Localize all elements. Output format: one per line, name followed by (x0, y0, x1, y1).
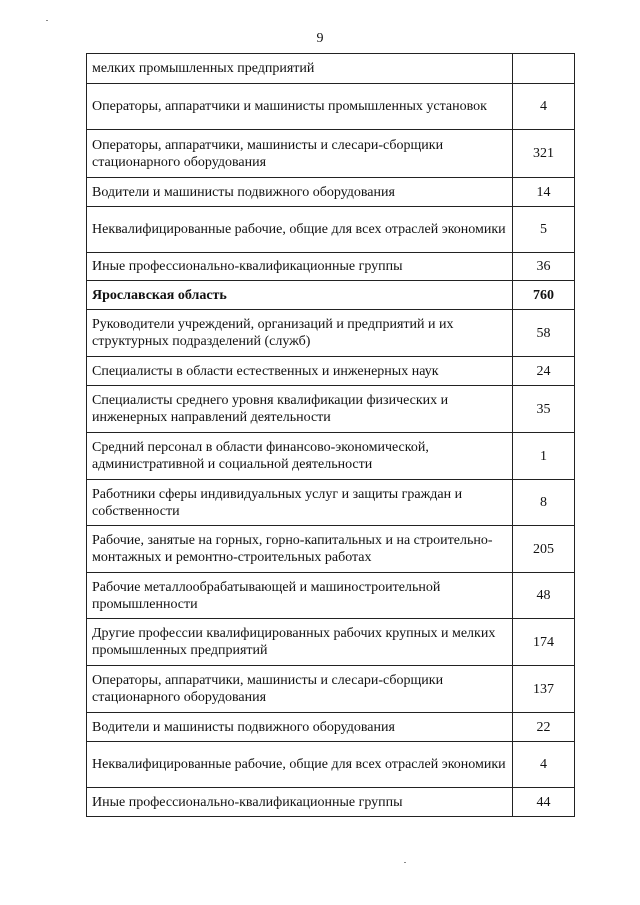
table-row (87, 619, 575, 666)
occupation-group-cell: Специалисты среднего уровня квалификации физических и инженерных направлений деятельности (87, 386, 513, 433)
count-cell: 760 (513, 281, 575, 310)
table-row (87, 526, 575, 573)
count-cell: 44 (513, 788, 575, 817)
table-row (87, 130, 575, 178)
count-cell: 8 (513, 480, 575, 526)
table-row (87, 386, 575, 433)
table-row (87, 178, 575, 207)
occupation-group-cell: Операторы, аппаратчики и машинисты промышленных установок (87, 84, 513, 130)
occupation-group-cell: Рабочие, занятые на горных, горно-капитальных и на строительно-монтажных и ремонтно-строительных работах (87, 526, 513, 573)
occupation-group-cell: Водители и машинисты подвижного оборудования (87, 178, 513, 207)
scan-speck (404, 862, 406, 863)
table-row (87, 357, 575, 386)
count-cell: 58 (513, 310, 575, 357)
count-cell: 24 (513, 357, 575, 386)
table-row (87, 84, 575, 130)
count-cell: 321 (513, 130, 575, 178)
occupation-group-cell: мелких промышленных предприятий (87, 54, 513, 84)
table-row (87, 713, 575, 742)
count-cell: 5 (513, 207, 575, 253)
count-cell: 4 (513, 84, 575, 130)
table-body (87, 54, 575, 817)
table-row (87, 480, 575, 526)
employment-table (86, 53, 575, 817)
count-cell: 22 (513, 713, 575, 742)
occupation-group-cell: Рабочие металлообрабатывающей и машиностроительной промышленности (87, 573, 513, 619)
table-row (87, 742, 575, 788)
occupation-group-cell: Иные профессионально-квалификационные группы (87, 253, 513, 281)
count-cell: 205 (513, 526, 575, 573)
table-row (87, 666, 575, 713)
page-number: 9 (316, 31, 324, 46)
table-row (87, 281, 575, 310)
occupation-group-cell: Работники сферы индивидуальных услуг и защиты граждан и собственности (87, 480, 513, 526)
table-row (87, 433, 575, 480)
occupation-group-cell: Другие профессии квалифицированных рабочих крупных и мелких промышленных предприятий (87, 619, 513, 666)
table-row (87, 54, 575, 84)
table-row (87, 207, 575, 253)
occupation-group-cell: Иные профессионально-квалификационные группы (87, 788, 513, 817)
occupation-group-cell: Операторы, аппаратчики, машинисты и слесари-сборщики стационарного оборудования (87, 666, 513, 713)
count-cell: 14 (513, 178, 575, 207)
occupation-group-cell: Ярославская область (87, 281, 513, 310)
occupation-group-cell: Водители и машинисты подвижного оборудования (87, 713, 513, 742)
occupation-group-cell: Специалисты в области естественных и инженерных наук (87, 357, 513, 386)
occupation-group-cell: Неквалифицированные рабочие, общие для всех отраслей экономики (87, 207, 513, 253)
count-cell (513, 54, 575, 84)
table-row (87, 253, 575, 281)
count-cell: 4 (513, 742, 575, 788)
count-cell: 48 (513, 573, 575, 619)
occupation-group-cell: Средний персонал в области финансово-экономической, административной и социальной деятельности (87, 433, 513, 480)
occupation-group-cell: Руководители учреждений, организаций и предприятий и их структурных подразделений (служб) (87, 310, 513, 357)
table-row (87, 310, 575, 357)
count-cell: 36 (513, 253, 575, 281)
count-cell: 137 (513, 666, 575, 713)
count-cell: 35 (513, 386, 575, 433)
scan-speck (46, 20, 48, 21)
table-row (87, 573, 575, 619)
occupation-group-cell: Операторы, аппаратчики, машинисты и слесари-сборщики стационарного оборудования (87, 130, 513, 178)
count-cell: 174 (513, 619, 575, 666)
count-cell: 1 (513, 433, 575, 480)
table-row (87, 788, 575, 817)
occupation-group-cell: Неквалифицированные рабочие, общие для всех отраслей экономики (87, 742, 513, 788)
